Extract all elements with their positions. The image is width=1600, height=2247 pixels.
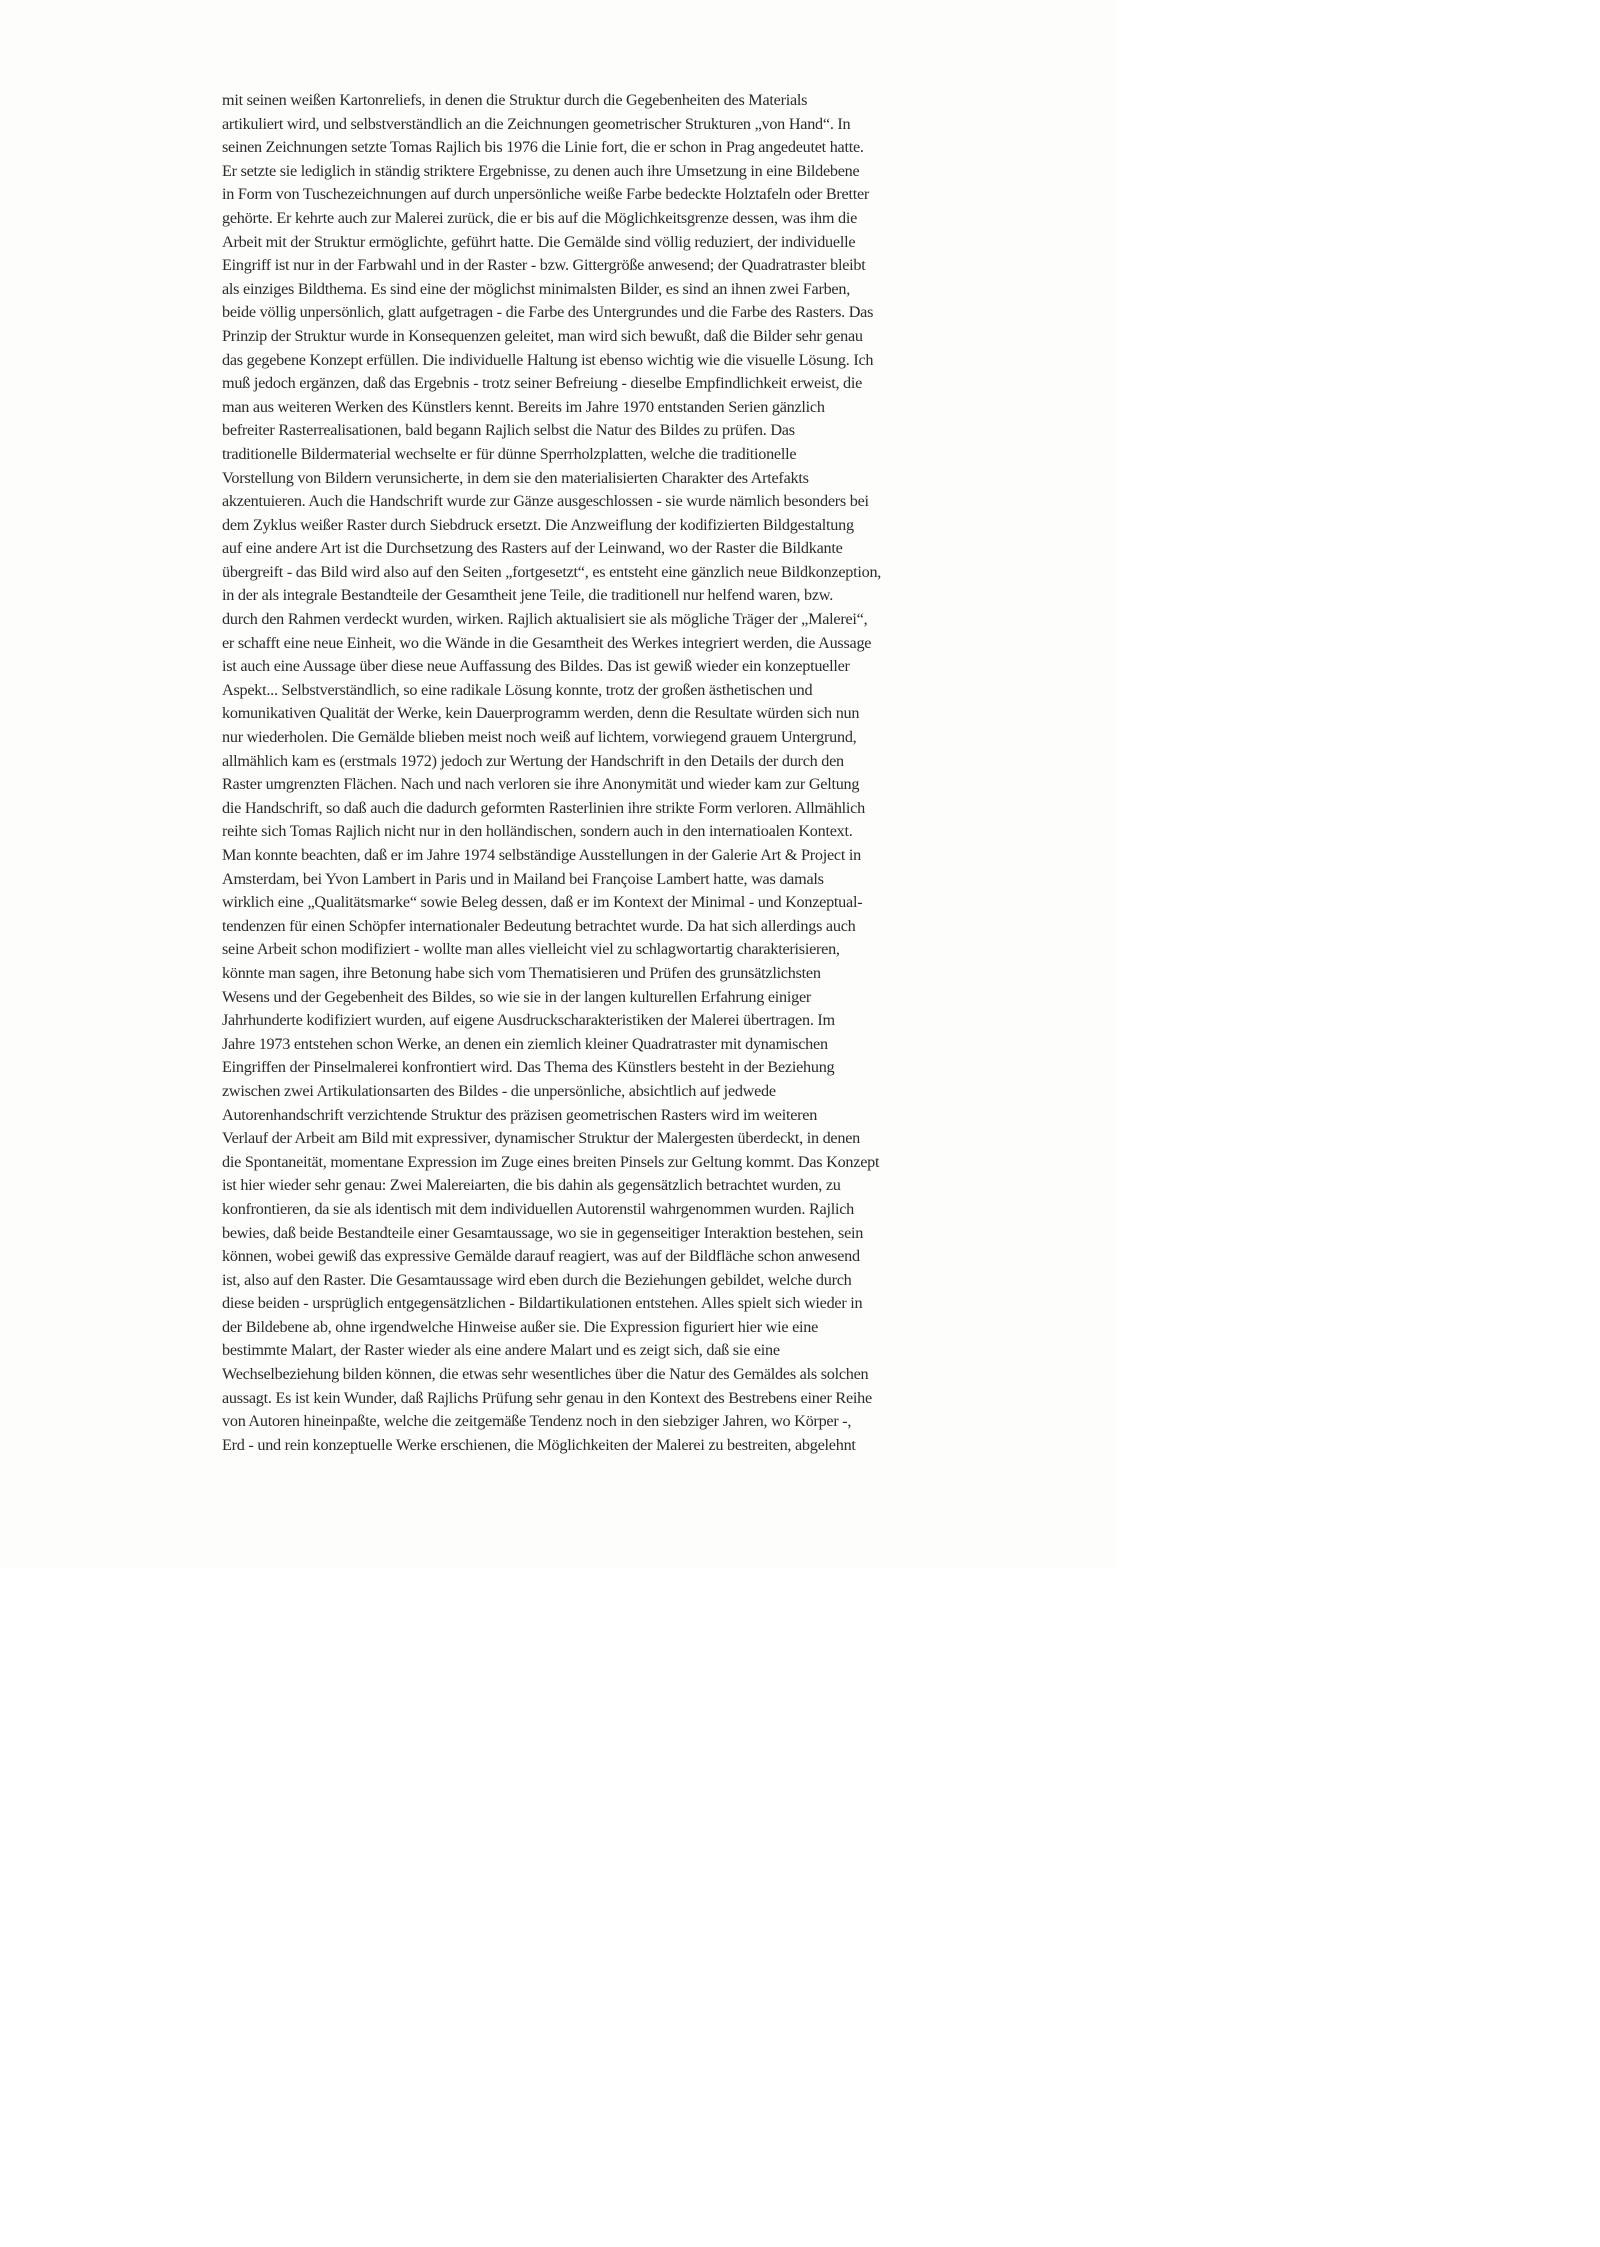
text-line: zwischen zwei Artikulationsarten des Bildes - die unpersönliche, absichtlich auf jedwede <box>222 1081 776 1100</box>
text-line: Vorstellung von Bildern verunsicherte, in dem sie den materialisierten Charakter des Artefakts <box>222 468 809 487</box>
text-line: Wesens und der Gegebenheit des Bildes, so wie sie in der langen kulturellen Erfahrung einiger <box>222 987 812 1006</box>
text-line: Autorenhandschrift verzichtende Struktur des präzisen geometrischen Rasters wird im weiteren <box>222 1105 818 1124</box>
text-line: aussagt. Es ist kein Wunder, daß Rajlichs Prüfung sehr genau in den Kontext des Bestrebens einer Reihe <box>222 1388 872 1407</box>
body-text <box>222 89 942 1457</box>
text-line: akzentuieren. Auch die Handschrift wurde zur Gänze ausgeschlossen - sie wurde nämlich besonders bei <box>222 492 869 511</box>
text-line: der Bildebene ab, ohne irgendwelche Hinweise außer sie. Die Expression figuriert hier wie eine <box>222 1317 819 1336</box>
text-line: Er setzte sie lediglich in ständig striktere Ergebnisse, zu denen auch ihre Umsetzung in eine Bildebene <box>222 161 860 180</box>
text-line: als einziges Bildthema. Es sind eine der möglichst minimalsten Bilder, es sind an ihnen zwei Farben, <box>222 279 851 298</box>
text-line: nur wiederholen. Die Gemälde blieben meist noch weiß auf lichtem, vorwiegend grauem Untergrund, <box>222 728 857 747</box>
text-line: übergreift - das Bild wird also auf den Seiten „fortgesetzt“, es entsteht eine gänzlich neue Bildkonzeption, <box>222 562 882 581</box>
text-line: befreiter Rasterrealisationen, bald begann Rajlich selbst die Natur des Bildes zu prüfen. Das <box>222 421 795 440</box>
text-line: Eingriffen der Pinselmalerei konfrontiert wird. Das Thema des Künstlers besteht in der Beziehung <box>222 1058 835 1077</box>
text-line: ist, also auf den Raster. Die Gesamtaussage wird eben durch die Beziehungen gebildet, welche durch <box>222 1270 852 1289</box>
text-line: seine Arbeit schon modifiziert - wollte man alles vielleicht viel zu schlagwortartig charakterisieren, <box>222 940 840 959</box>
text-line: in der als integrale Bestandteile der Gesamtheit jene Teile, die traditionell nur helfend waren, bzw. <box>222 586 833 605</box>
text-line: Erd - und rein konzeptuelle Werke erschienen, die Möglichkeiten der Malerei zu bestreiten, abgelehnt <box>222 1435 856 1454</box>
text-line: konfrontieren, da sie als identisch mit dem individuellen Autorenstil wahrgenommen wurden. Rajlich <box>222 1199 855 1218</box>
text-line: er schafft eine neue Einheit, wo die Wände in die Gesamtheit des Werkes integriert werden, die Aussage <box>222 633 872 652</box>
text-line: die Handschrift, so daß auch die dadurch geformten Rasterlinien ihre strikte Form verloren. Allmählich <box>222 798 865 817</box>
text-line: Eingriff ist nur in der Farbwahl und in der Raster - bzw. Gittergröße anwesend; der Quadratraster bleibt <box>222 256 866 275</box>
text-line: bewies, daß beide Bestandteile einer Gesamtaussage, wo sie in gegenseitiger Interaktion bestehen, sein <box>222 1223 864 1242</box>
text-line: Aspekt... Selbstverständlich, so eine radikale Lösung konnte, trotz der großen ästhetischen und <box>222 680 813 699</box>
text-line: Jahre 1973 entstehen schon Werke, an denen ein ziemlich kleiner Quadratraster mit dynamischen <box>222 1034 828 1053</box>
text-line: könnte man sagen, ihre Betonung habe sich vom Thematisieren und Prüfen des grunsätzlichsten <box>222 963 821 982</box>
text-line: können, wobei gewiß das expressive Gemälde darauf reagiert, was auf der Bildfläche schon anwesend <box>222 1247 860 1266</box>
text-line: in Form von Tuschezeichnungen auf durch unpersönliche weiße Farbe bedeckte Holztafeln oder Bretter <box>222 185 870 204</box>
text-line: Arbeit mit der Struktur ermöglichte, geführt hatte. Die Gemälde sind völlig reduziert, der individuelle <box>222 232 856 251</box>
text-line: tendenzen für einen Schöpfer internationaler Bedeutung betrachtet wurde. Da hat sich allerdings auch <box>222 916 856 935</box>
text-line: die Spontaneität, momentane Expression im Zuge eines breiten Pinsels zur Geltung kommt. Das Konzept <box>222 1152 880 1171</box>
text-line: diese beiden - ursprüglich entgegensätzlichen - Bildartikulationen entstehen. Alles spielt sich wieder in <box>222 1294 863 1313</box>
text-line: Jahrhunderte kodifiziert wurden, auf eigene Ausdruckscharakteristiken der Malerei übertragen. Im <box>222 1011 835 1030</box>
text-line: Prinzip der Struktur wurde in Konsequenzen geleitet, man wird sich bewußt, daß die Bilder sehr genau <box>222 326 863 345</box>
text-line: dem Zyklus weißer Raster durch Siebdruck ersetzt. Die Anzweiflung der kodifizierten Bildgestaltung <box>222 515 854 534</box>
text-line: beide völlig unpersönlich, glatt aufgetragen - die Farbe des Untergrundes und die Farbe des Rasters. Das <box>222 303 874 322</box>
text-line: muß jedoch ergänzen, daß das Ergebnis - trotz seiner Befreiung - dieselbe Empfindlichkeit erweist, die <box>222 374 863 393</box>
text-line: artikuliert wird, und selbstverständlich an die Zeichnungen geometrischer Strukturen „von Hand“. In <box>222 114 851 133</box>
text-line: Raster umgrenzten Flächen. Nach und nach verloren sie ihre Anonymität und wieder kam zur Geltung <box>222 775 860 794</box>
document-page <box>0 0 1117 1568</box>
text-line: wirklich eine „Qualitätsmarke“ sowie Beleg dessen, daß er im Kontext der Minimal - und Konzeptual- <box>222 893 863 912</box>
text-line: bestimmte Malart, der Raster wieder als eine andere Malart und es zeigt sich, daß sie eine <box>222 1341 780 1360</box>
text-line: durch den Rahmen verdeckt wurden, wirken. Rajlich aktualisiert sie als mögliche Träger der „Malerei“, <box>222 610 868 629</box>
text-line: ist auch eine Aussage über diese neue Auffassung des Bildes. Das ist gewiß wieder ein konzeptueller <box>222 657 850 676</box>
text-line: Amsterdam, bei Yvon Lambert in Paris und in Mailand bei Françoise Lambert hatte, was damals <box>222 869 824 888</box>
text-line: auf eine andere Art ist die Durchsetzung des Rasters auf der Leinwand, wo der Raster die Bildkante <box>222 539 843 558</box>
text-line: von Autoren hineinpaßte, welche die zeitgemäße Tendenz noch in den siebziger Jahren, wo Körper -, <box>222 1412 852 1431</box>
text-line: Wechselbeziehung bilden können, die etwas sehr wesentliches über die Natur des Gemäldes als solchen <box>222 1365 869 1384</box>
text-line: komunikativen Qualität der Werke, kein Dauerprogramm werden, denn die Resultate würden sich nun <box>222 704 860 723</box>
text-line: seinen Zeichnungen setzte Tomas Rajlich bis 1976 die Linie fort, die er schon in Prag angedeutet hatte. <box>222 138 864 157</box>
text-line: reihte sich Tomas Rajlich nicht nur in den holländischen, sondern auch in den internatioalen Kontext. <box>222 822 853 841</box>
text-line: ist hier wieder sehr genau: Zwei Malereiarten, die bis dahin als gegensätzlich betrachtet wurden, zu <box>222 1176 841 1195</box>
text-line: das gegebene Konzept erfüllen. Die individuelle Haltung ist ebenso wichtig wie die visuelle Lösung. Ich <box>222 350 874 369</box>
text-line: mit seinen weißen Kartonreliefs, in denen die Struktur durch die Gegebenheiten des Materials <box>222 91 808 109</box>
text-line: Man konnte beachten, daß er im Jahre 1974 selbständige Ausstellungen in der Galerie Art & Project in <box>222 846 861 864</box>
text-line: traditionelle Bildermaterial wechselte er für dünne Sperrholzplatten, welche die traditionelle <box>222 444 797 463</box>
text-line: allmählich kam es (erstmals 1972) jedoch zur Wertung der Handschrift in den Details der durch den <box>222 751 844 770</box>
text-line: man aus weiteren Werken des Künstlers kennt. Bereits im Jahre 1970 entstanden Serien gänzlich <box>222 397 825 416</box>
text-line: Verlauf der Arbeit am Bild mit expressiver, dynamischer Struktur der Malergesten überdeckt, in denen <box>222 1129 860 1148</box>
text-line: gehörte. Er kehrte auch zur Malerei zurück, die er bis auf die Möglichkeitsgrenze dessen, was ihm die <box>222 208 858 227</box>
